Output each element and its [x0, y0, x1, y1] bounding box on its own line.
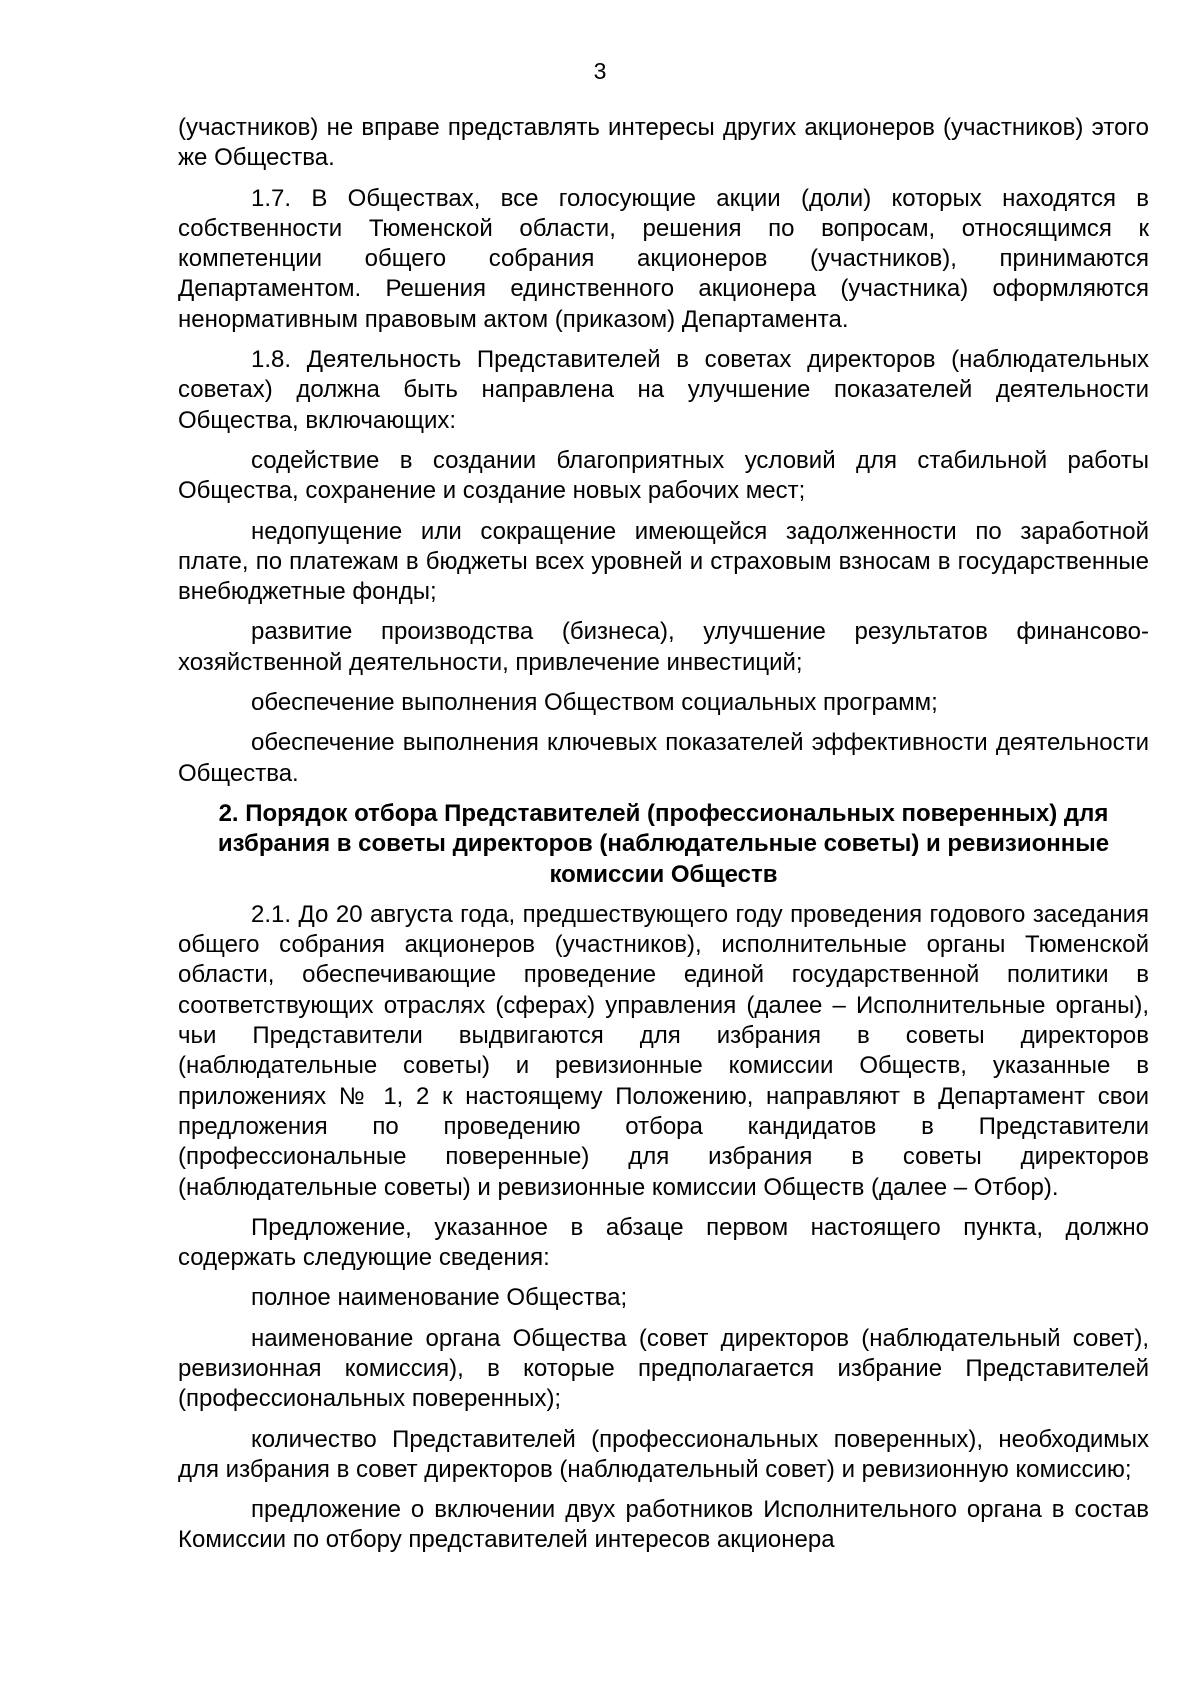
list-item: обеспечение выполнения ключевых показателей эффективности деятельности Общества.	[178, 729, 1149, 787]
list-item: недопущение или сокращение имеющейся задолженности по заработной плате, по платежам в бюджеты всех уровней и страховым взносам в государственные внебюджетные фонды;	[178, 517, 1149, 606]
list-item: предложение о включении двух работников Исполнительного органа в состав Комиссии по отбору представителей интересов акционера	[178, 1496, 1149, 1554]
paragraph-1-8: 1.8. Деятельность Представителей в советах директоров (наблюдательных советах) должна быть направлена на улучшение показателей деятельности Общества, включающих:	[178, 346, 1149, 434]
paragraph: Предложение, указанное в абзаце первом настоящего пункта, должно содержать следующие сведения:	[178, 1213, 1149, 1272]
page-number: 3	[593, 58, 607, 84]
list-item: наименование органа Общества (совет директоров (наблюдательный совет), ревизионная комиссия), в которые предполагается избрание Представителей (профессиональных поверенных);	[178, 1324, 1149, 1413]
paragraph-continuation: (участников) не вправе представлять интересы других акционеров (участников) этого же Общества.	[178, 114, 1149, 172]
list-item: полное наименование Общества;	[251, 1284, 628, 1312]
paragraph-1-7: 1.7. В Обществах, все голосующие акции (доли) которых находятся в собственности Тюменской области, решения по вопросам, относящимся к компетенции общего собрания акционеров (участников), принимаются Департаментом. Решения единственного акционера (участника) оформляются ненормативным правовым актом (приказом) Департамента.	[178, 184, 1149, 333]
list-item: содействие в создании благоприятных условий для стабильной работы Общества, сохранение и создание новых рабочих мест;	[178, 446, 1149, 505]
list-item: количество Представителей (профессиональных поверенных), необходимых для избрания в совет директоров (наблюдательный совет) и ревизионную комиссию;	[178, 1425, 1149, 1483]
section-heading: 2. Порядок отбора Представителей (профессиональных поверенных) для избрания в советы директоров (наблюдательные советы) и ревизионные комиссии Обществ	[217, 799, 1110, 888]
paragraph-2-1: 2.1. До 20 августа года, предшествующего году проведения годового заседания общего собрания акционеров (участников), исполнительные органы Тюменской области, обеспечивающие проведение единой государственной политики в соответствующих отраслях (сферах) управления (далее – Исполнительные органы), чьи Представители выдвигаются для избрания в советы директоров (наблюдательные советы) и ревизионные комиссии Обществ, указанные в приложениях № 1, 2 к настоящему Положению, направляют в Департамент свои предложения по проведению отбора кандидатов в Представители (профессиональные поверенные) для избрания в советы директоров (наблюдательные советы) и ревизионные комиссии Обществ (далее – Отбор).	[178, 900, 1149, 1201]
list-item: развитие производства (бизнеса), улучшение результатов финансово-хозяйственной деятельности, привлечение инвестиций;	[178, 618, 1149, 676]
list-item: обеспечение выполнения Обществом социальных программ;	[251, 689, 938, 717]
document-body	[178, 113, 1149, 1556]
